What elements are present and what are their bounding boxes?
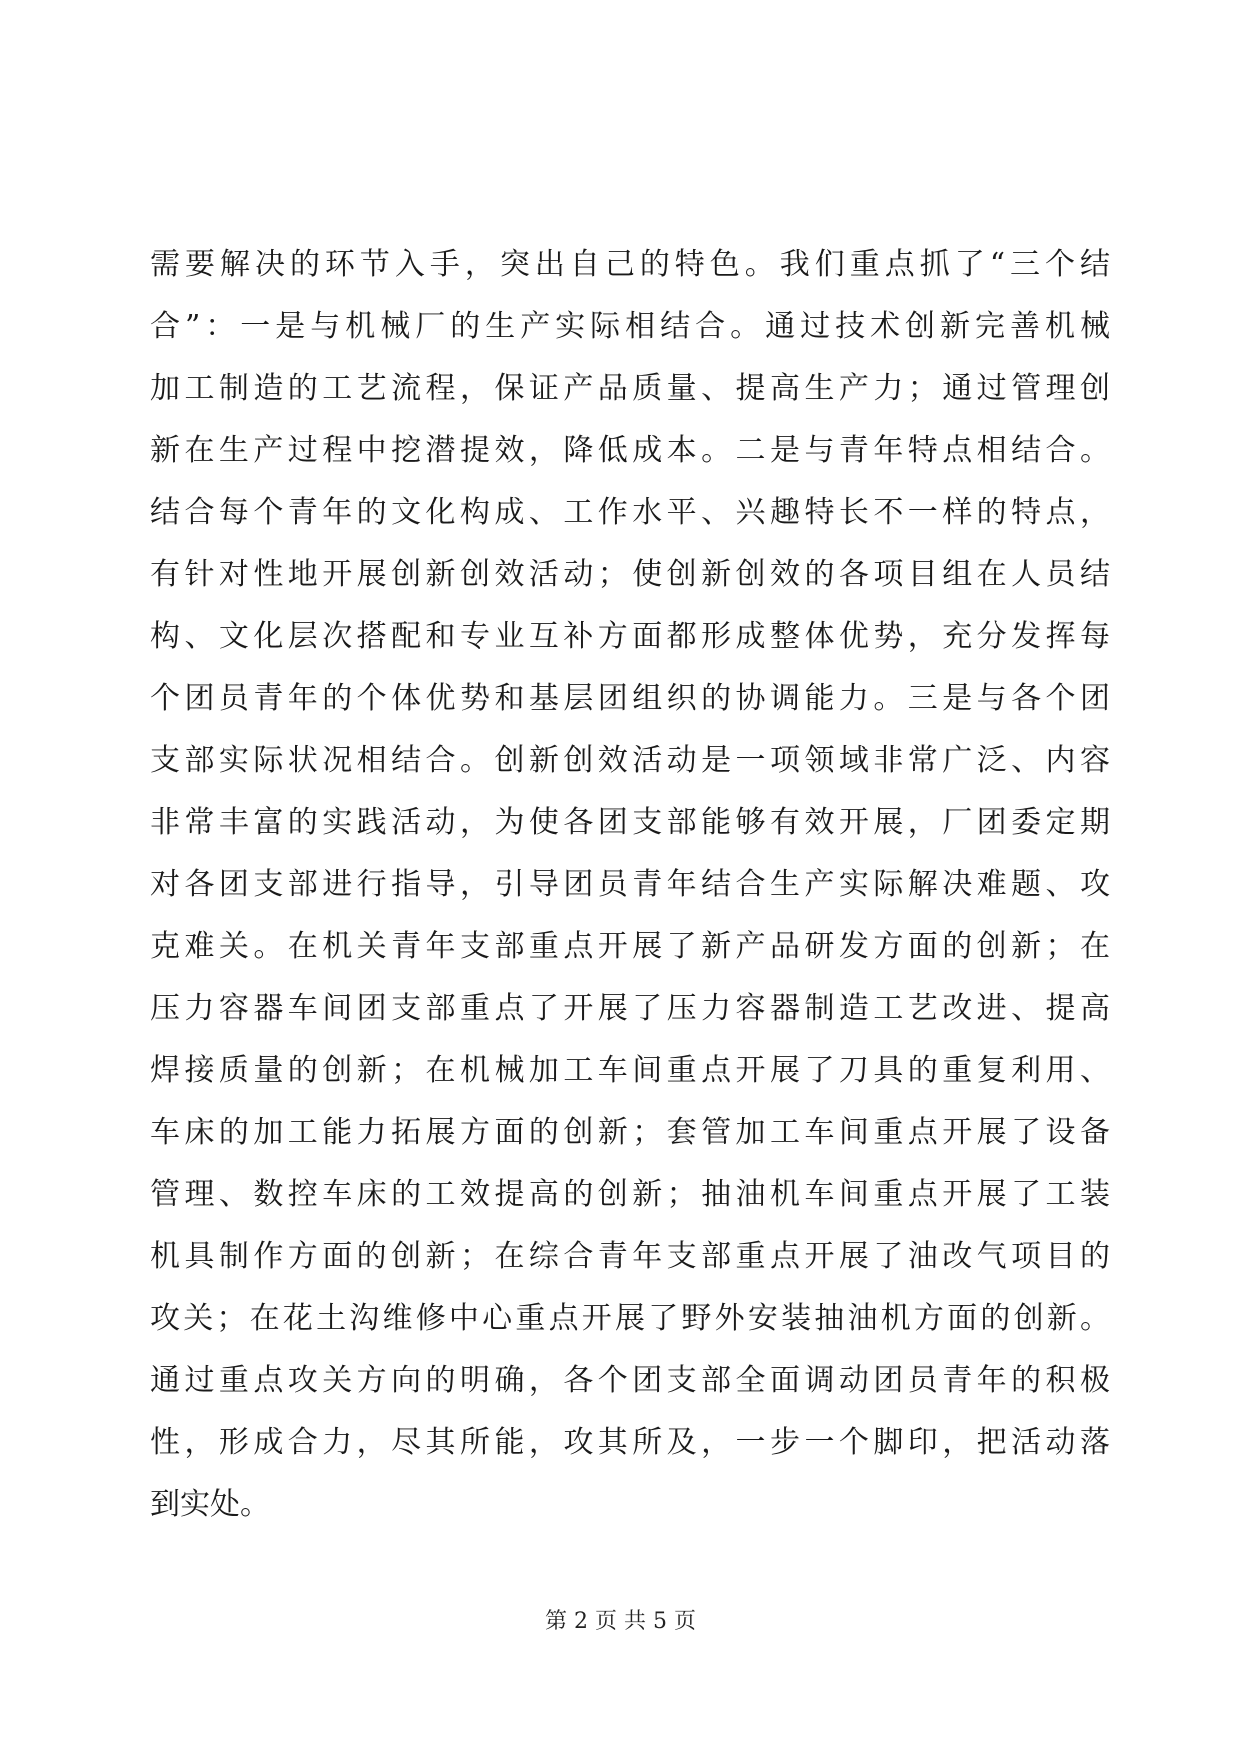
body-paragraph bbox=[150, 234, 1110, 1536]
text-line: 加工制造的工艺流程，保证产品质量、提高生产力；通过管理创 bbox=[150, 371, 1110, 406]
text-line: 克难关。在机关青年支部重点开展了新产品研发方面的创新；在 bbox=[150, 929, 1110, 964]
text-line: 结合每个青年的文化构成、工作水平、兴趣特长不一样的特点， bbox=[150, 495, 1110, 530]
text-line: 非常丰富的实践活动，为使各团支部能够有效开展，厂团委定期 bbox=[150, 805, 1110, 840]
text-line: 需要解决的环节入手，突出自己的特色。我们重点抓了“三个结 bbox=[150, 247, 1110, 282]
text-line: 性，形成合力，尽其所能，攻其所及，一步一个脚印，把活动落 bbox=[150, 1425, 1110, 1460]
text-line: 对各团支部进行指导，引导团员青年结合生产实际解决难题、攻 bbox=[150, 867, 1110, 902]
text-line: 焊接质量的创新；在机械加工车间重点开展了刀具的重复利用、 bbox=[150, 1053, 1110, 1088]
text-line: 通过重点攻关方向的明确，各个团支部全面调动团员青年的积极 bbox=[150, 1363, 1110, 1398]
text-line: 管理、数控车床的工效提高的创新；抽油机车间重点开展了工装 bbox=[150, 1177, 1110, 1212]
text-line: 机具制作方面的创新；在综合青年支部重点开展了油改气项目的 bbox=[150, 1239, 1110, 1274]
text-line: 压力容器车间团支部重点了开展了压力容器制造工艺改进、提高 bbox=[150, 991, 1110, 1026]
text-line: 攻关；在花土沟维修中心重点开展了野外安装抽油机方面的创新。 bbox=[150, 1301, 1110, 1336]
text-line: 合”：一是与机械厂的生产实际相结合。通过技术创新完善机械 bbox=[150, 309, 1110, 344]
text-line: 车床的加工能力拓展方面的创新；套管加工车间重点开展了设备 bbox=[150, 1115, 1110, 1150]
text-line: 个团员青年的个体优势和基层团组织的协调能力。三是与各个团 bbox=[150, 681, 1110, 716]
text-line: 构、文化层次搭配和专业互补方面都形成整体优势，充分发挥每 bbox=[150, 619, 1110, 654]
text-line: 新在生产过程中挖潜提效，降低成本。二是与青年特点相结合。 bbox=[150, 433, 1110, 468]
text-line: 有针对性地开展创新创效活动；使创新创效的各项目组在人员结 bbox=[150, 557, 1110, 592]
text-line: 支部实际状况相结合。创新创效活动是一项领域非常广泛、内容 bbox=[150, 743, 1110, 778]
text-line: 到实处。 bbox=[150, 1487, 270, 1522]
page-number-footer: 第 2 页 共 5 页 bbox=[545, 1609, 696, 1634]
